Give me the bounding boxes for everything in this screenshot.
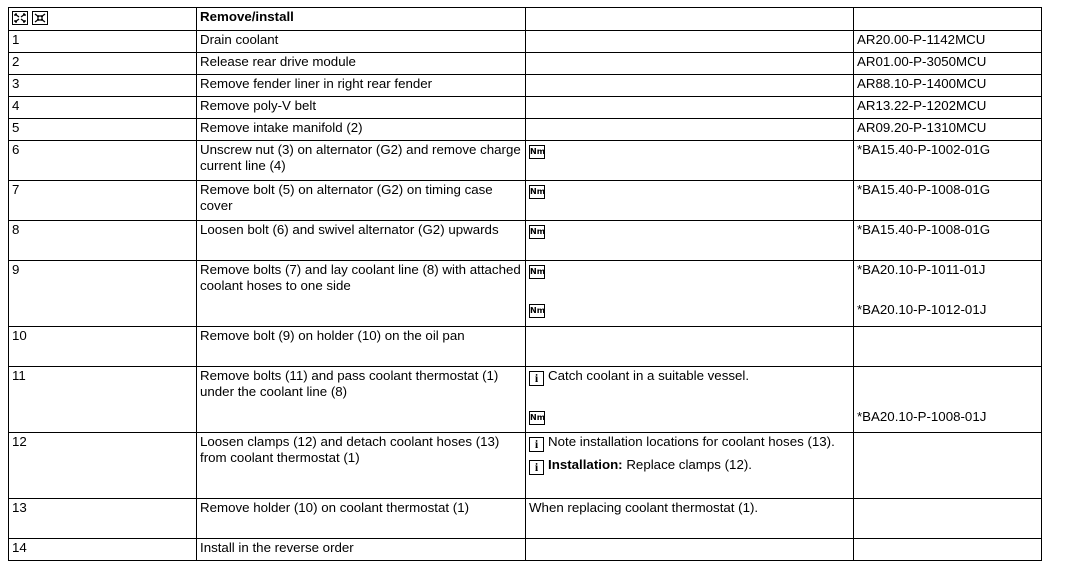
table-row: [9, 141, 1042, 181]
step-reference-link[interactable]: AR88.10-P-1400MCU: [854, 75, 1042, 97]
step-text: Drain coolant: [197, 31, 526, 53]
table-row: [9, 119, 1042, 141]
step-text: Remove bolts (11) and pass coolant thermostat (1) under the coolant line (8): [197, 367, 526, 433]
header-title: Remove/install: [197, 8, 526, 31]
step-reference-link[interactable]: *BA15.40-P-1008-01G: [854, 181, 1042, 221]
step-note: When replacing coolant thermostat (1).: [526, 499, 854, 539]
header-row: [9, 8, 1042, 31]
step-number: 11: [9, 367, 197, 433]
step-number: 8: [9, 221, 197, 261]
installation-label: Installation:: [548, 457, 623, 472]
table-row: [9, 97, 1042, 119]
step-note: Catch coolant in a suitable vessel.: [548, 368, 750, 383]
step-number: 5: [9, 119, 197, 141]
step-text: Release rear drive module: [197, 53, 526, 75]
step-number: 6: [9, 141, 197, 181]
step-reference-link[interactable]: *BA20.10-P-1011-01J: [857, 262, 986, 277]
step-number: 4: [9, 97, 197, 119]
step-text: Remove poly-V belt: [197, 97, 526, 119]
collapse-all-icon[interactable]: [32, 11, 48, 25]
torque-icon[interactable]: Nm: [529, 304, 545, 318]
table-row: [9, 367, 1042, 433]
step-reference-link[interactable]: AR01.00-P-3050MCU: [854, 53, 1042, 75]
table-row: [9, 539, 1042, 561]
step-text: Remove bolts (7) and lay coolant line (8) with attached coolant hoses to one side: [197, 261, 526, 327]
torque-icon[interactable]: Nm: [529, 145, 545, 159]
table-row: [9, 433, 1042, 499]
step-reference-link[interactable]: *BA20.10-P-1012-01J: [857, 302, 987, 317]
step-number: 2: [9, 53, 197, 75]
step-number: 1: [9, 31, 197, 53]
step-text: Loosen clamps (12) and detach coolant hoses (13) from coolant thermostat (1): [197, 433, 526, 499]
torque-icon[interactable]: Nm: [529, 411, 545, 425]
table-row: [9, 53, 1042, 75]
table-row: [9, 221, 1042, 261]
step-reference-link[interactable]: AR20.00-P-1142MCU: [854, 31, 1042, 53]
step-text: Install in the reverse order: [197, 539, 526, 561]
step-reference-link[interactable]: AR13.22-P-1202MCU: [854, 97, 1042, 119]
step-number: 3: [9, 75, 197, 97]
info-icon[interactable]: i: [529, 371, 544, 386]
table-row: [9, 75, 1042, 97]
step-text: Loosen bolt (6) and swivel alternator (G2) upwards: [197, 221, 526, 261]
table-row: [9, 31, 1042, 53]
torque-icon[interactable]: Nm: [529, 225, 545, 239]
table-row: [9, 261, 1042, 327]
info-icon[interactable]: i: [529, 437, 544, 452]
step-number: 10: [9, 327, 197, 367]
step-reference-link[interactable]: AR09.20-P-1310MCU: [854, 119, 1042, 141]
procedure-table: [8, 7, 1042, 561]
step-number: 14: [9, 539, 197, 561]
step-reference-link[interactable]: *BA20.10-P-1008-01J: [857, 409, 987, 424]
step-note: Note installation locations for coolant hoses (13).: [548, 434, 835, 449]
step-number: 9: [9, 261, 197, 327]
step-text: Remove bolt (5) on alternator (G2) on timing case cover: [197, 181, 526, 221]
step-note: Replace clamps (12).: [626, 457, 752, 472]
step-number: 13: [9, 499, 197, 539]
step-reference-link[interactable]: *BA15.40-P-1008-01G: [854, 221, 1042, 261]
info-icon[interactable]: i: [529, 460, 544, 475]
step-number: 12: [9, 433, 197, 499]
table-row: [9, 181, 1042, 221]
table-row: [9, 499, 1042, 539]
table-row: [9, 327, 1042, 367]
expand-all-icon[interactable]: [12, 11, 28, 25]
step-reference-link[interactable]: *BA15.40-P-1002-01G: [854, 141, 1042, 181]
torque-icon[interactable]: Nm: [529, 185, 545, 199]
step-text: Remove bolt (9) on holder (10) on the oil pan: [197, 327, 526, 367]
step-text: Unscrew nut (3) on alternator (G2) and remove charge current line (4): [197, 141, 526, 181]
header-icons-cell: [9, 8, 197, 31]
step-text: Remove fender liner in right rear fender: [197, 75, 526, 97]
step-number: 7: [9, 181, 197, 221]
step-text: Remove intake manifold (2): [197, 119, 526, 141]
step-text: Remove holder (10) on coolant thermostat (1): [197, 499, 526, 539]
torque-icon[interactable]: Nm: [529, 265, 545, 279]
